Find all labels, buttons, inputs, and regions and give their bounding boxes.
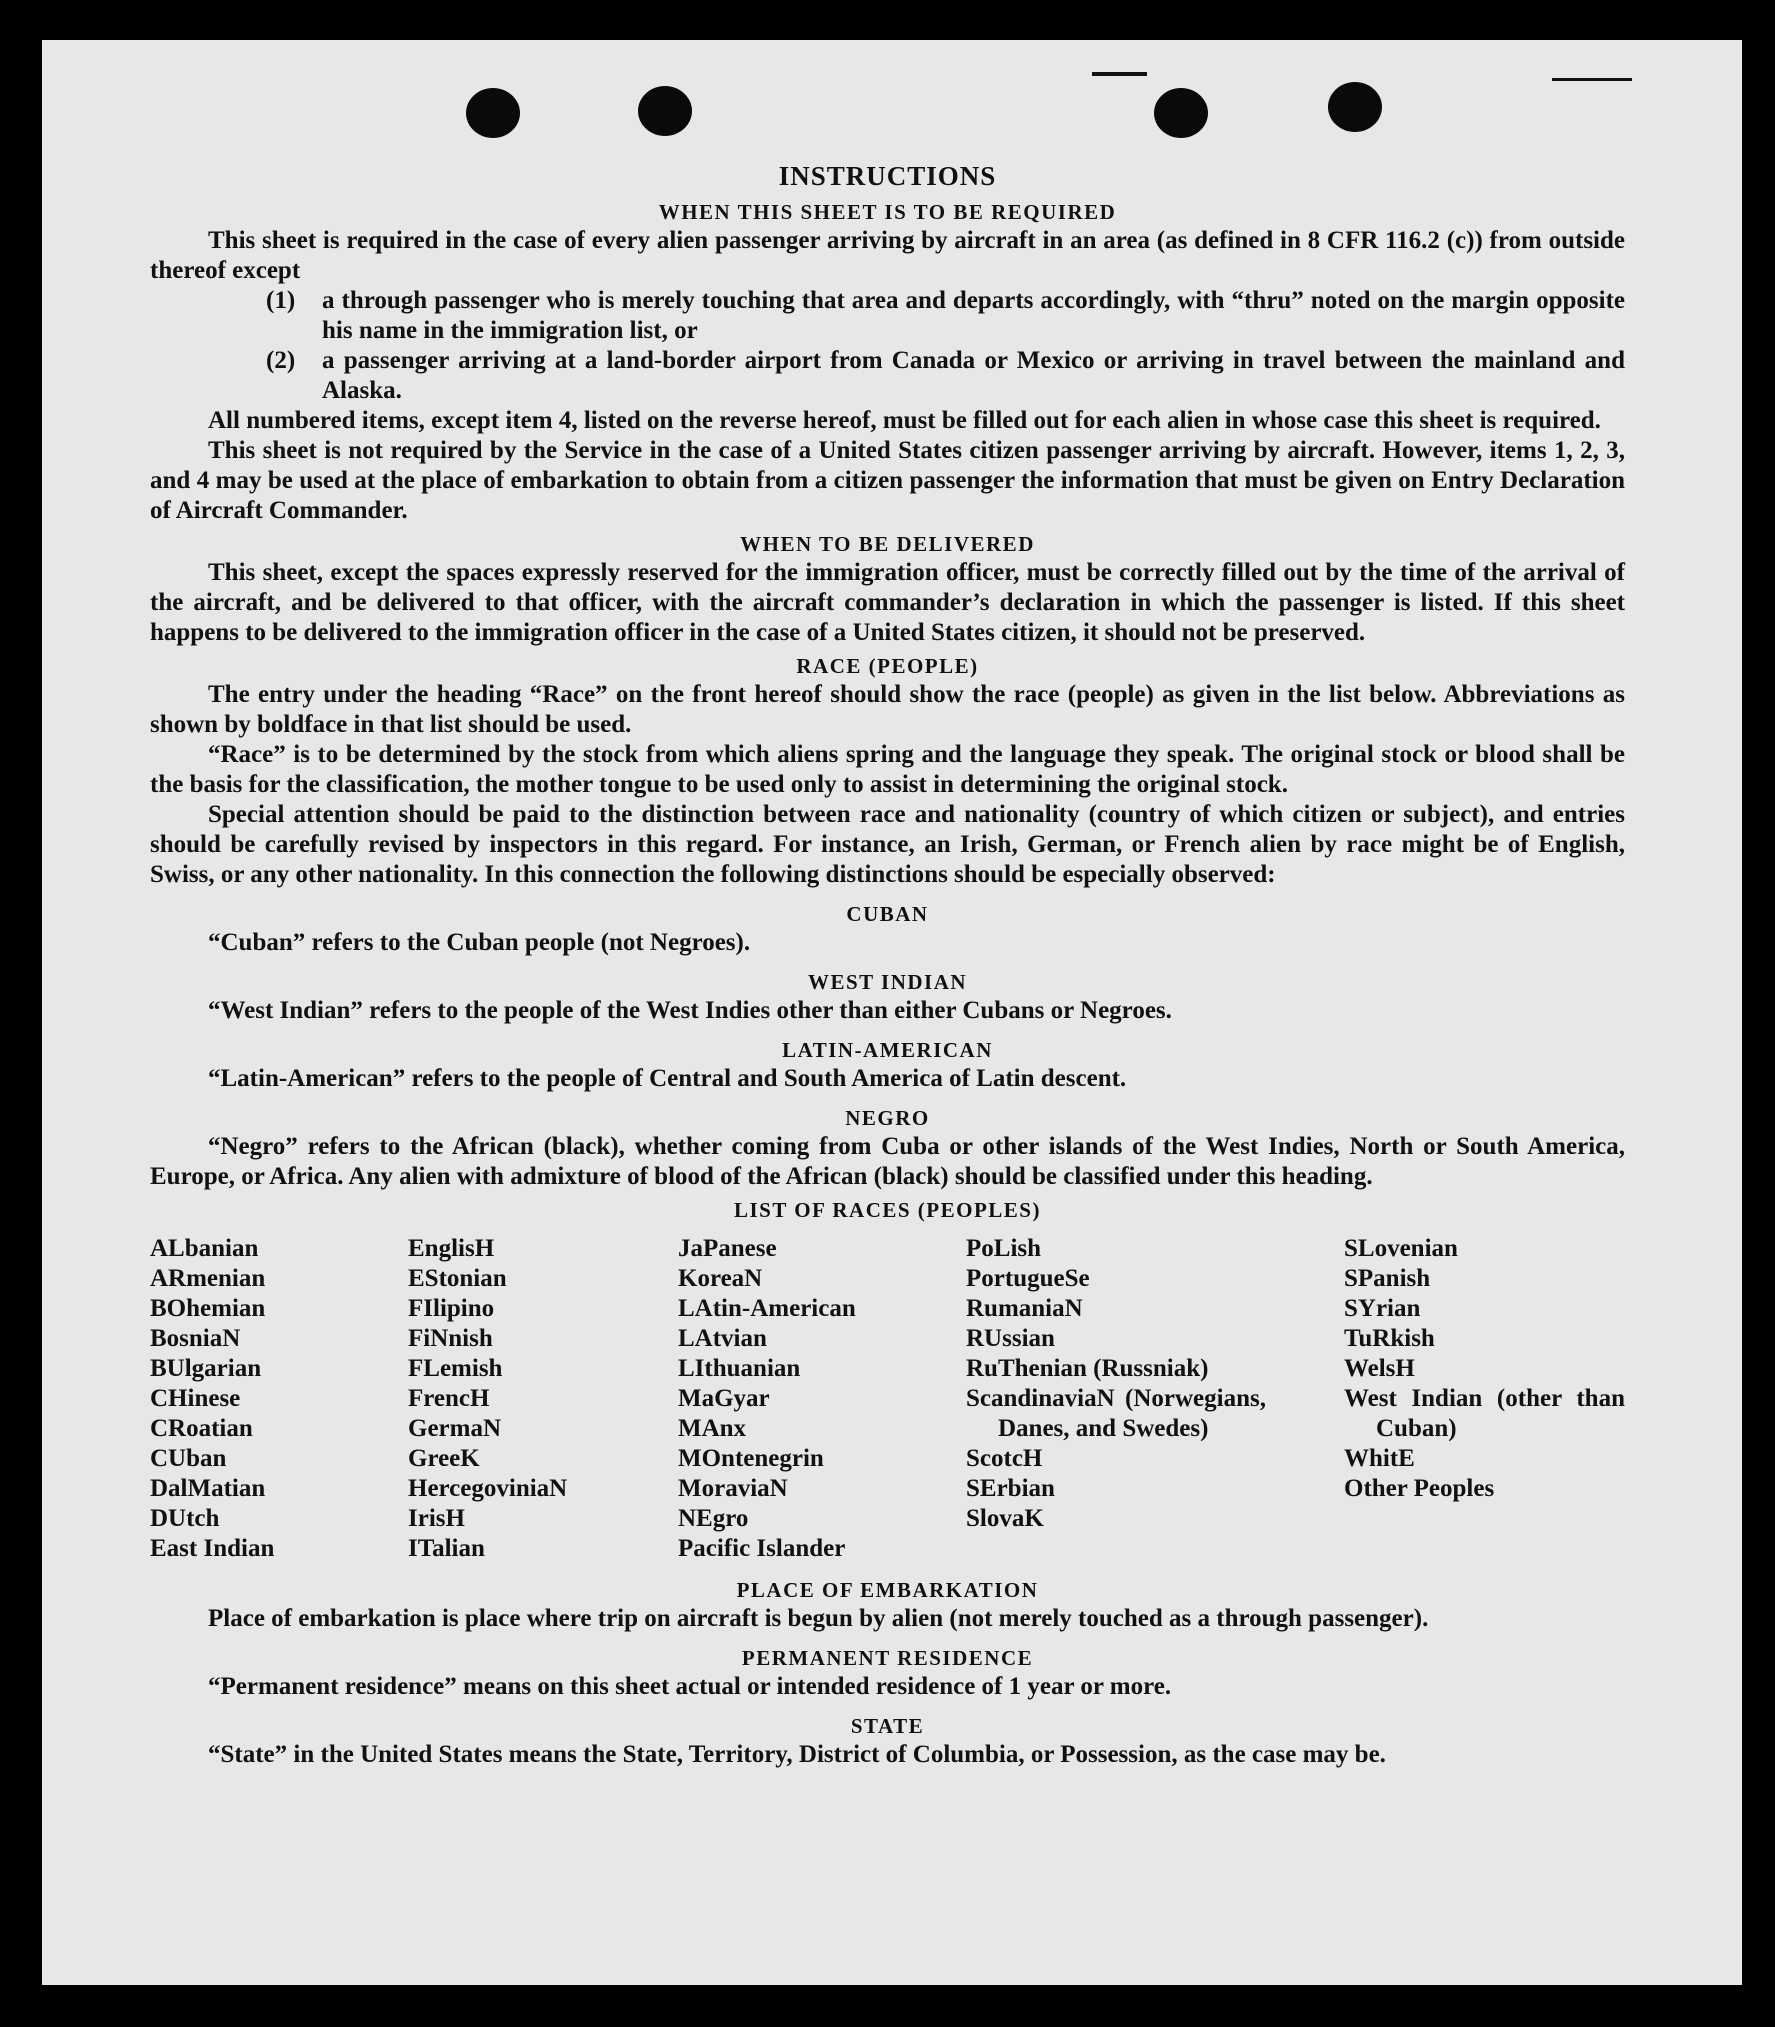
- race-item: TuRkish: [1344, 1325, 1435, 1352]
- list-item: [150, 346, 1625, 406]
- section-heading: STATE: [850, 1714, 925, 1738]
- item-number: (1): [266, 287, 296, 314]
- race-item: RuThenian (Russniak): [966, 1355, 1209, 1382]
- race-item: PortugueSe: [966, 1265, 1090, 1292]
- race-item: DUtch: [150, 1505, 220, 1532]
- race-item: JaPanese: [678, 1235, 777, 1262]
- race-item: BUlgarian: [150, 1355, 262, 1382]
- race-item: MOntenegrin: [678, 1445, 824, 1472]
- race-item: KoreaN: [678, 1265, 763, 1292]
- list-item: [150, 286, 1625, 346]
- race-item: SYrian: [1344, 1295, 1421, 1322]
- race-item: ScandinaviaN (Norwegians, Danes, and Swedes): [966, 1385, 1266, 1442]
- item-number: (2): [266, 347, 296, 374]
- race-item: SPanish: [1344, 1265, 1431, 1292]
- race-item: GermaN: [408, 1415, 502, 1442]
- scan-mark: [1552, 78, 1632, 81]
- race-item: MAnx: [678, 1415, 747, 1442]
- race-item: BOhemian: [150, 1295, 266, 1322]
- section-heading: RACE (PEOPLE): [796, 654, 979, 678]
- item-text: a through passenger who is merely touching that area and departs accordingly, with “thru” noted on the margin opposite his name in the immigration list, or: [322, 287, 1625, 344]
- race-item: ScotcH: [966, 1445, 1043, 1472]
- paragraph: “State” in the United States means the State, Territory, District of Columbia, or Possession, as the case may be.: [208, 1741, 1386, 1768]
- item-text: a passenger arriving at a land-border airport from Canada or Mexico or arriving in travel between the mainland and Alaska.: [322, 347, 1625, 404]
- race-item: RumaniaN: [966, 1295, 1083, 1322]
- race-item: RUssian: [966, 1325, 1055, 1352]
- race-item: CHinese: [150, 1385, 241, 1412]
- scan-mark: [1092, 72, 1147, 76]
- races-column: [966, 1234, 1266, 1564]
- section-heading: NEGRO: [845, 1106, 930, 1130]
- race-item: FrencH: [408, 1385, 490, 1412]
- race-item: FIlipino: [408, 1295, 495, 1322]
- race-item: EnglisH: [408, 1235, 495, 1262]
- section-heading: WHEN THIS SHEET IS TO BE REQUIRED: [658, 200, 1117, 224]
- race-item: FiNnish: [408, 1325, 493, 1352]
- paragraph: This sheet is required in the case of every alien passenger arriving by aircraft in an area (as defined in 8 CFR 116.2 (c)) from outside thereof except: [150, 227, 1625, 284]
- races-column: [150, 1234, 408, 1564]
- paragraph: All numbered items, except item 4, listed on the reverse hereof, must be filled out for each alien in whose case this sheet is required.: [208, 407, 1601, 434]
- race-item: SLovenian: [1344, 1235, 1458, 1262]
- race-item: SErbian: [966, 1475, 1055, 1502]
- section-heading: PERMANENT RESIDENCE: [741, 1646, 1034, 1670]
- paragraph: “West Indian” refers to the people of the West Indies other than either Cubans or Negroes.: [208, 997, 1172, 1024]
- paragraph: “Cuban” refers to the Cuban people (not Negroes).: [208, 929, 751, 956]
- races-list: [150, 1234, 1625, 1564]
- race-item: CRoatian: [150, 1415, 253, 1442]
- section-heading: PLACE OF EMBARKATION: [736, 1578, 1039, 1602]
- race-item: HercegoviniaN: [408, 1475, 568, 1502]
- race-item: ALbanian: [150, 1235, 259, 1262]
- section-heading: WEST INDIAN: [807, 970, 968, 994]
- race-item: WelsH: [1344, 1355, 1415, 1382]
- page-title: INSTRUCTIONS: [778, 161, 997, 191]
- race-item: DalMatian: [150, 1475, 266, 1502]
- race-item: PoLish: [966, 1235, 1042, 1262]
- race-item: ARmenian: [150, 1265, 266, 1292]
- paragraph: Special attention should be paid to the distinction between race and nationality (country of which citizen or subject), and entries should be carefully revised by inspectors in this regard. For instance, an Irish, German, or French alien by race might be of English, Swiss, or any other nationality. In this connection the following distinctions should be especially observed:: [150, 801, 1625, 888]
- races-column: [1344, 1234, 1625, 1564]
- race-item: Other Peoples: [1344, 1475, 1495, 1502]
- race-item: West Indian (other than Cuban): [1344, 1385, 1625, 1442]
- paragraph: “Latin-American” refers to the people of Central and South America of Latin descent.: [208, 1065, 1127, 1092]
- race-item: WhitE: [1344, 1445, 1415, 1472]
- section-heading: WHEN TO BE DELIVERED: [740, 532, 1035, 556]
- section-heading: LATIN-AMERICAN: [782, 1038, 993, 1062]
- document-content: [150, 112, 1625, 1770]
- section-heading: LIST OF RACES (PEOPLES): [734, 1198, 1041, 1222]
- race-item: Pacific Islander: [678, 1535, 846, 1562]
- races-column: [678, 1234, 966, 1564]
- race-item: BosniaN: [150, 1325, 241, 1352]
- section-heading: CUBAN: [846, 902, 929, 926]
- paragraph: “Negro” refers to the African (black), whether coming from Cuba or other islands of the West Indies, North or South America, Europe, or Africa. Any alien with admixture of blood of the African (black) should be classified under this heading.: [150, 1133, 1625, 1190]
- race-item: FLemish: [408, 1355, 503, 1382]
- race-item: LIthuanian: [678, 1355, 801, 1382]
- race-item: CUban: [150, 1445, 227, 1472]
- race-item: LAtvian: [678, 1325, 767, 1352]
- paragraph: “Permanent residence” means on this sheet actual or intended residence of 1 year or more.: [208, 1673, 1172, 1700]
- race-item: EStonian: [408, 1265, 507, 1292]
- race-item: NEgro: [678, 1505, 749, 1532]
- paragraph: The entry under the heading “Race” on the front hereof should show the race (people) as given in the list below. Abbreviations as shown by boldface in that list should be used.: [150, 681, 1625, 738]
- race-item: LAtin-American: [678, 1295, 856, 1322]
- race-item: IrisH: [408, 1505, 465, 1532]
- race-item: East Indian: [150, 1535, 275, 1562]
- race-item: GreeK: [408, 1445, 480, 1472]
- paragraph: This sheet is not required by the Service in the case of a United States citizen passenger arriving by aircraft. However, items 1, 2, 3, and 4 may be used at the place of embarkation to obtain from a citizen passenger the information that must be given on Entry Declaration of Aircraft Commander.: [150, 437, 1625, 524]
- paragraph: “Race” is to be determined by the stock from which aliens spring and the language they speak. The original stock or blood shall be the basis for the classification, the mother tongue to be used only to assist in determining the original stock.: [150, 741, 1625, 798]
- paragraph: This sheet, except the spaces expressly reserved for the immigration officer, must be correctly filled out by the time of the arrival of the aircraft, and be delivered to that officer, with the aircraft commander’s declaration in which the passenger is listed. If this sheet happens to be delivered to the immigration officer in the case of a United States citizen, it should not be preserved.: [150, 559, 1625, 646]
- race-item: SlovaK: [966, 1505, 1044, 1532]
- paragraph: Place of embarkation is place where trip on aircraft is begun by alien (not merely touched as a through passenger).: [208, 1605, 1429, 1632]
- race-item: MaGyar: [678, 1385, 770, 1412]
- races-column: [408, 1234, 678, 1564]
- document-sheet: [42, 40, 1742, 1985]
- race-item: MoraviaN: [678, 1475, 788, 1502]
- race-item: ITalian: [408, 1535, 485, 1562]
